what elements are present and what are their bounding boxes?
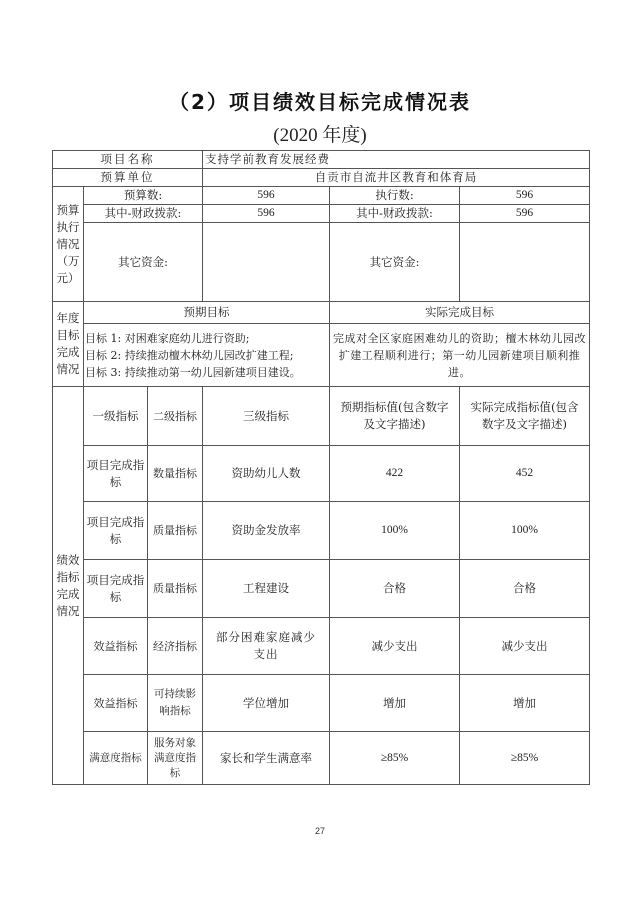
indicator-expected: 422 (330, 446, 460, 502)
indicator-expected: ≥85% (330, 732, 460, 785)
budget-amount-label: 预算数: (84, 187, 203, 205)
indicator-actual: ≥85% (460, 732, 590, 785)
header-actual: 实际完成指标值(包含数字及文字描述) (460, 387, 590, 446)
indicator-level1: 项目完成指标 (84, 446, 148, 502)
fiscal-exec-label: 其中-财政拨款: (330, 205, 460, 223)
fiscal-exec-value: 596 (460, 205, 590, 223)
header-level3: 三级指标 (203, 387, 330, 446)
actual-goal-header: 实际完成目标 (330, 302, 590, 324)
budget-section-label: 预算执行情况（万元） (53, 187, 84, 302)
budget-row (53, 187, 590, 205)
other-funds-exec-value (460, 223, 590, 302)
indicator-level1: 满意度指标 (84, 732, 148, 785)
expected-goal-3: 目标 3: 持续推动第一幼儿园新建项目建设。 (85, 365, 301, 379)
indicator-level3: 工程建设 (203, 560, 330, 618)
indicator-level1: 效益指标 (84, 618, 148, 675)
indicator-level3: 部分困难家庭减少支出 (203, 618, 330, 675)
indicator-level3: 资助金发放率 (203, 502, 330, 560)
other-funds-row (53, 223, 590, 302)
indicator-actual: 减少支出 (460, 618, 590, 675)
indicator-level1: 项目完成指标 (84, 502, 148, 560)
project-name-row (53, 151, 590, 169)
budget-unit-label: 预算单位 (53, 169, 203, 187)
indicator-header-row (53, 387, 590, 446)
fiscal-budget-label: 其中-财政拨款: (84, 205, 203, 223)
header-expected: 预期指标值(包含数字及文字描述) (330, 387, 460, 446)
annual-content-row (53, 324, 590, 387)
exec-amount-value: 596 (460, 187, 590, 205)
expected-goal-header: 预期目标 (84, 302, 330, 324)
budget-unit-row (53, 169, 590, 187)
indicator-expected: 增加 (330, 675, 460, 732)
indicator-row (53, 732, 590, 785)
fiscal-row (53, 205, 590, 223)
indicator-level2: 经济指标 (148, 618, 203, 675)
annual-section-label: 年度目标完成情况 (53, 302, 84, 387)
indicator-actual: 452 (460, 446, 590, 502)
indicator-row (53, 502, 590, 560)
indicator-actual: 增加 (460, 675, 590, 732)
page-title: （2）项目绩效目标完成情况表 (169, 90, 471, 114)
expected-goal-2: 目标 2: 持续推动檀木林幼儿园改扩建工程; (85, 348, 294, 362)
indicator-actual: 100% (460, 502, 590, 560)
indicator-level2: 质量指标 (148, 560, 203, 618)
other-funds-budget-value (203, 223, 330, 302)
expected-goal-1: 目标 1: 对困难家庭幼儿进行资助; (85, 331, 250, 345)
indicator-level3: 家长和学生满意率 (203, 732, 330, 785)
header-level1: 一级指标 (84, 387, 148, 446)
annual-header-row (53, 302, 590, 324)
indicator-row (53, 618, 590, 675)
indicator-level2: 可持续影响指标 (148, 675, 203, 732)
fiscal-budget-value: 596 (203, 205, 330, 223)
page-subtitle: (2020 年度) (273, 125, 367, 146)
indicator-expected: 100% (330, 502, 460, 560)
indicator-row (53, 675, 590, 732)
other-funds-exec-label: 其它资金: (330, 223, 460, 302)
other-funds-budget-label: 其它资金: (84, 223, 203, 302)
indicator-actual: 合格 (460, 560, 590, 618)
indicator-expected: 合格 (330, 560, 460, 618)
indicator-row (53, 560, 590, 618)
indicator-level2: 数量指标 (148, 446, 203, 502)
actual-goals: 完成对全区家庭困难幼儿的资助；檀木林幼儿园改扩建工程顺利进行；第一幼儿园新建项目顺利推进。 (330, 324, 590, 387)
performance-table (52, 150, 590, 785)
project-name-value: 支持学前教育发展经费 (203, 151, 590, 169)
header-level2: 二级指标 (148, 387, 203, 446)
indicator-expected: 减少支出 (330, 618, 460, 675)
indicator-level2: 服务对象满意度指标 (148, 732, 203, 785)
page-number: 27 (314, 826, 325, 836)
budget-unit-value: 自贡市自流井区教育和体育局 (203, 169, 590, 187)
indicator-level3: 学位增加 (203, 675, 330, 732)
performance-section-label: 绩效指标完成情况 (53, 387, 84, 785)
budget-amount-value: 596 (203, 187, 330, 205)
exec-amount-label: 执行数: (330, 187, 460, 205)
indicator-level1: 效益指标 (84, 675, 148, 732)
indicator-level2: 质量指标 (148, 502, 203, 560)
project-name-label: 项目名称 (53, 151, 203, 169)
indicator-level3: 资助幼儿人数 (203, 446, 330, 502)
indicator-level1: 项目完成指标 (84, 560, 148, 618)
indicator-row (53, 446, 590, 502)
expected-goals (84, 324, 330, 387)
